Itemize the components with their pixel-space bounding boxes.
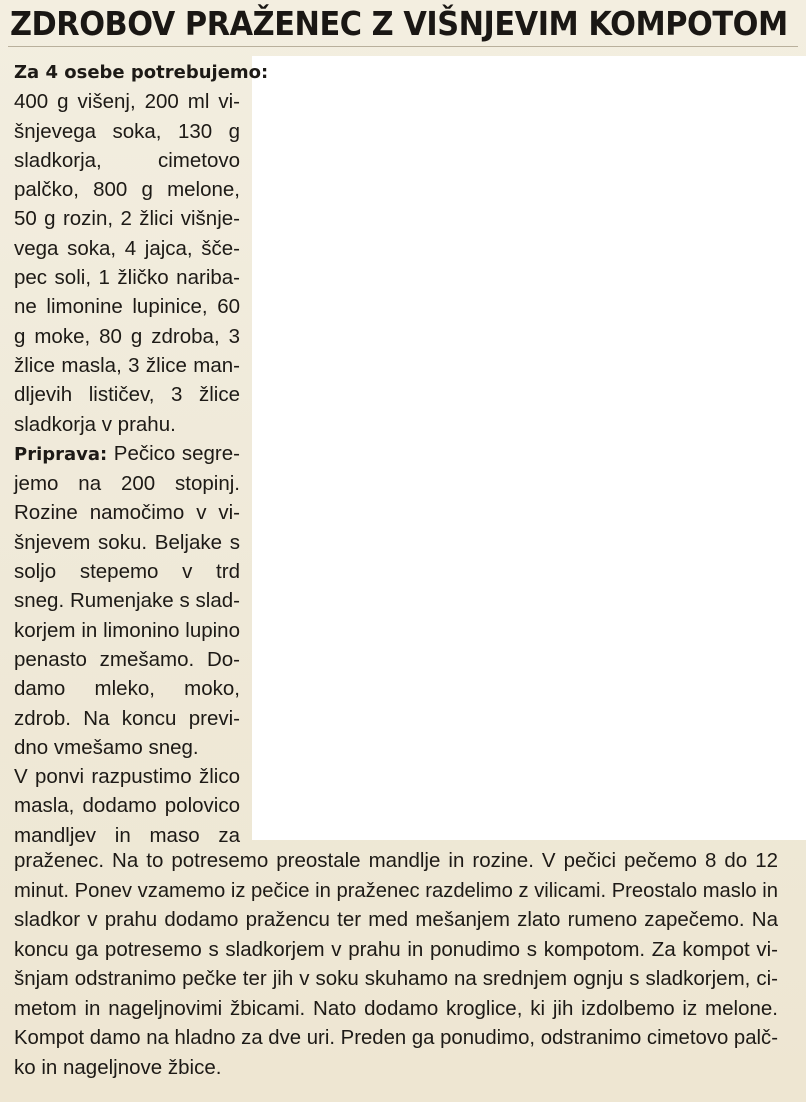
ingredient-line: ne limonine lupinice, 60 [14, 295, 240, 319]
preparation-wide-line: Kompot damo na hladno za dve uri. Preden ga ponudimo, odstranimo cimetovo palč- [14, 1026, 778, 1049]
ingredient-line: sladkorja v prahu. [14, 412, 176, 436]
preparation-first-line [14, 439, 240, 469]
preparation-line: dno vmešamo sneg. [14, 735, 199, 759]
preparation-line: damo mleko, moko, [14, 677, 240, 701]
ingredient-line: g moke, 80 g zdroba, 3 [14, 324, 240, 348]
ingredient-line: palčko, 800 g melone, [14, 178, 240, 202]
preparation-line: šnjevem soku. Beljake s [14, 530, 240, 554]
recipe-wide-paragraph [14, 846, 778, 1082]
preparation-line: Rozine namočimo v vi- [14, 501, 240, 525]
ingredient-line: šnjevega soka, 130 g [14, 119, 240, 143]
preparation-wide-line: metom in nageljnovimi žbicami. Nato dodamo kroglice, ki jih izdolbemo iz melone. [14, 996, 778, 1020]
preparation-line: mandljev in maso za [14, 823, 240, 847]
ingredient-line: vega soka, 4 jajca, šče- [14, 236, 240, 260]
preparation-wide-line: ko in nageljnove žbice. [14, 1055, 222, 1079]
ingredient-line: 50 g rozin, 2 žlici višnje- [14, 207, 240, 231]
preparation-line: korjem in limonino lupino [14, 618, 240, 642]
preparation-label: Priprava: [14, 443, 108, 465]
preparation-line: zdrob. Na koncu previ- [14, 706, 240, 730]
preparation-wide-line: minut. Ponev vzamemo iz pečice in praženec razdelimo z vilicami. Preostalo maslo in [14, 878, 778, 902]
preparation-line: V ponvi razpustimo žlico [14, 765, 240, 789]
preparation-line: jemo na 200 stopinj. [14, 472, 240, 496]
preparation-wide-line: sladkor v prahu dodamo pražencu ter med mešanjem zlato rumeno zapečemo. Na [14, 908, 778, 931]
blank-image-area [252, 56, 806, 840]
preparation-wide-line: šnjam odstranimo pečke ter jih v soku skuhamo na srednjem ognju s sladkorjem, ci- [14, 967, 778, 990]
preparation-wide-line: koncu ga potresemo s sladkorjem v prahu in ponudimo s kompotom. Za kompot vi- [14, 937, 778, 961]
preparation-line: masla, dodamo polovico [14, 794, 240, 818]
recipe-narrow-column [14, 57, 269, 850]
ingredients-label: Za 4 osebe potrebujemo [14, 62, 262, 83]
recipe-title: ZDROBOV PRAŽENEC Z VIŠNJEVIM KOMPOTOM [10, 4, 788, 43]
title-divider [8, 46, 798, 47]
preparation-text: Pečico segre- [113, 441, 240, 465]
ingredient-line: žlice masla, 3 žlice man- [14, 353, 240, 377]
ingredient-line: pec soli, 1 žličko nariba- [14, 266, 240, 290]
ingredient-line: dljevih lističev, 3 žlice [14, 383, 240, 407]
ingredient-line: sladkorja, cimetovo [14, 148, 240, 172]
preparation-wide-line: praženec. Na to potresemo preostale mandlje in rozine. V pečici pečemo 8 do 12 [14, 849, 778, 872]
preparation-line: sneg. Rumenjake s slad- [14, 589, 240, 613]
ingredient-line: 400 g višenj, 200 ml vi- [14, 90, 240, 114]
ingredients-heading-line: Za 4 osebe potrebujemo: [14, 62, 269, 83]
preparation-line: penasto zmešamo. Do- [14, 647, 240, 671]
preparation-line: soljo stepemo v trd [14, 560, 240, 584]
